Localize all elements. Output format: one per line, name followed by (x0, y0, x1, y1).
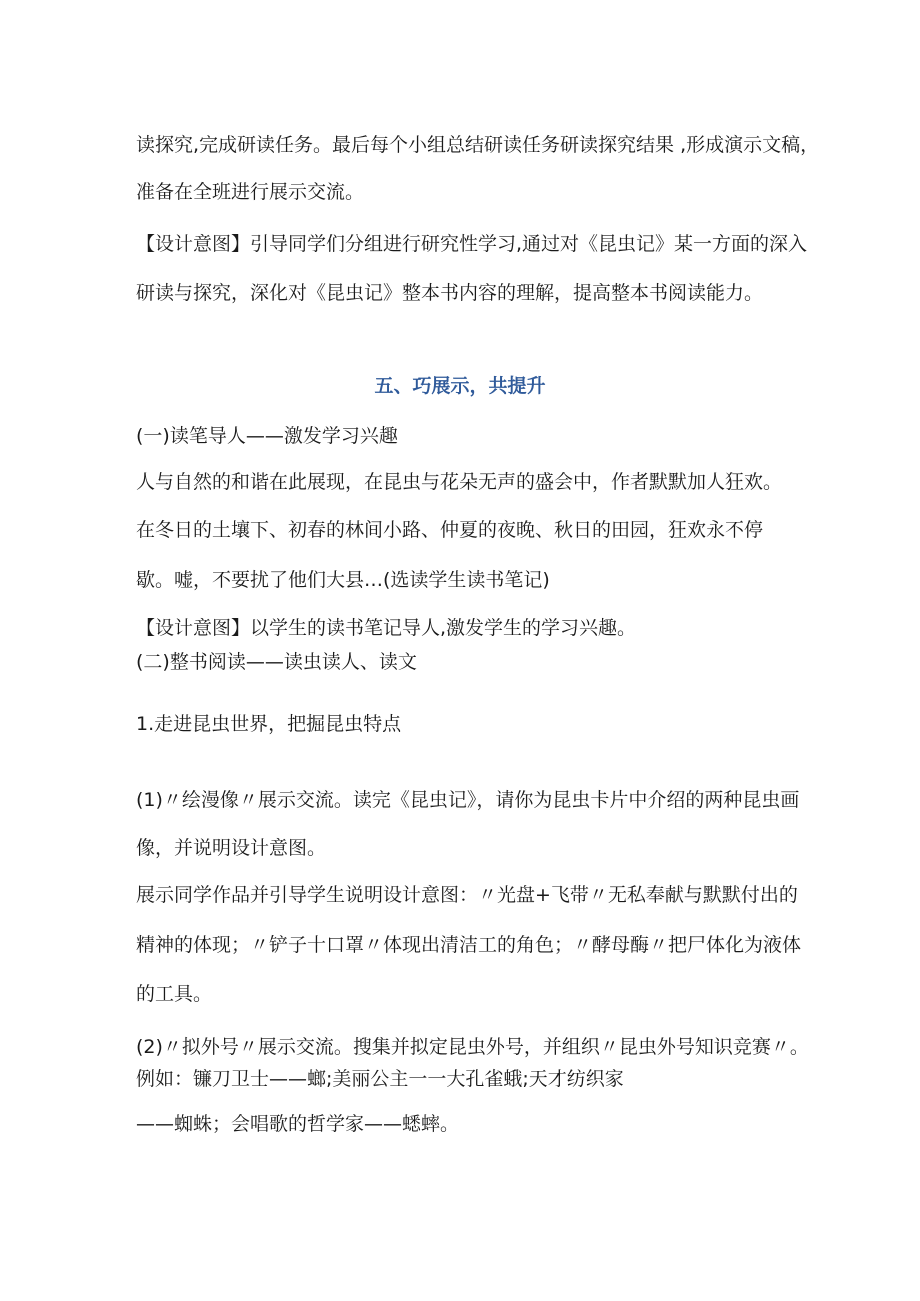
paragraph-line: 的工具。 (136, 983, 213, 1005)
paragraph-line: 例如：镰刀卫士——螂;美丽公主一一大孔雀蛾;天才纺织家 (136, 1068, 624, 1090)
item-title: 1.走进昆虫世界，把掘昆虫特点 (136, 713, 402, 735)
section-title: 五、巧展示，共提升 (374, 375, 546, 397)
subsection-heading: (一)读笔导人——激发学习兴趣 (136, 425, 398, 447)
design-intent-line: 【设计意图】以学生的读书笔记导人,激发学生的学习兴趣。 (136, 617, 637, 639)
paragraph-line: 在冬日的土壤下、初春的林间小路、仲夏的夜晚、秋日的田园，狂欢永不停 (136, 519, 764, 541)
paragraph-line: ——蜘蛛；会唱歌的哲学家——蟋蟀。 (136, 1113, 460, 1135)
design-intent-line: 【设计意图】引导同学们分组进行研究性学习,通过对《昆虫记》某一方面的深入 (136, 233, 808, 255)
paragraph-line: 展示同学作品并引导学生说明设计意图：〃光盘+飞带〃无私奉献与默默付出的 (136, 884, 798, 906)
subsection-heading: (二)整书阅读——读虫读人、读文 (136, 651, 417, 673)
paragraph-line: 准备在全班进行展示交流。 (136, 181, 365, 203)
paragraph-line: 歇。嘘，不要扰了他们大县…(选读学生读书笔记) (136, 569, 550, 591)
paragraph-line: 人与自然的和谐在此展现，在昆虫与花朵无声的盛会中，作者默默加人狂欢。 (136, 471, 783, 493)
paragraph-line: 读探究,完成研读任务。最后每个小组总结研读任务研读探究结果 ,形成演示文稿， (136, 134, 820, 156)
paragraph-line: 精神的体现；〃铲子十口罩〃体现出清洁工的角色；〃酵母酶〃把尸体化为液体 (136, 934, 802, 956)
paragraph-line: (2)〃拟外号〃展示交流。搜集并拟定昆虫外号，并组织〃昆虫外号知识竞赛〃。 (136, 1036, 809, 1058)
paragraph-line: (1)〃绘漫像〃展示交流。读完《昆虫记》，请你为昆虫卡片中介绍的两种昆虫画 (136, 789, 800, 811)
design-intent-line: 研读与探究，深化对《昆虫记》整本书内容的理解，提高整本书阅读能力。 (136, 282, 764, 304)
paragraph-line: 像，并说明设计意图。 (136, 837, 327, 859)
